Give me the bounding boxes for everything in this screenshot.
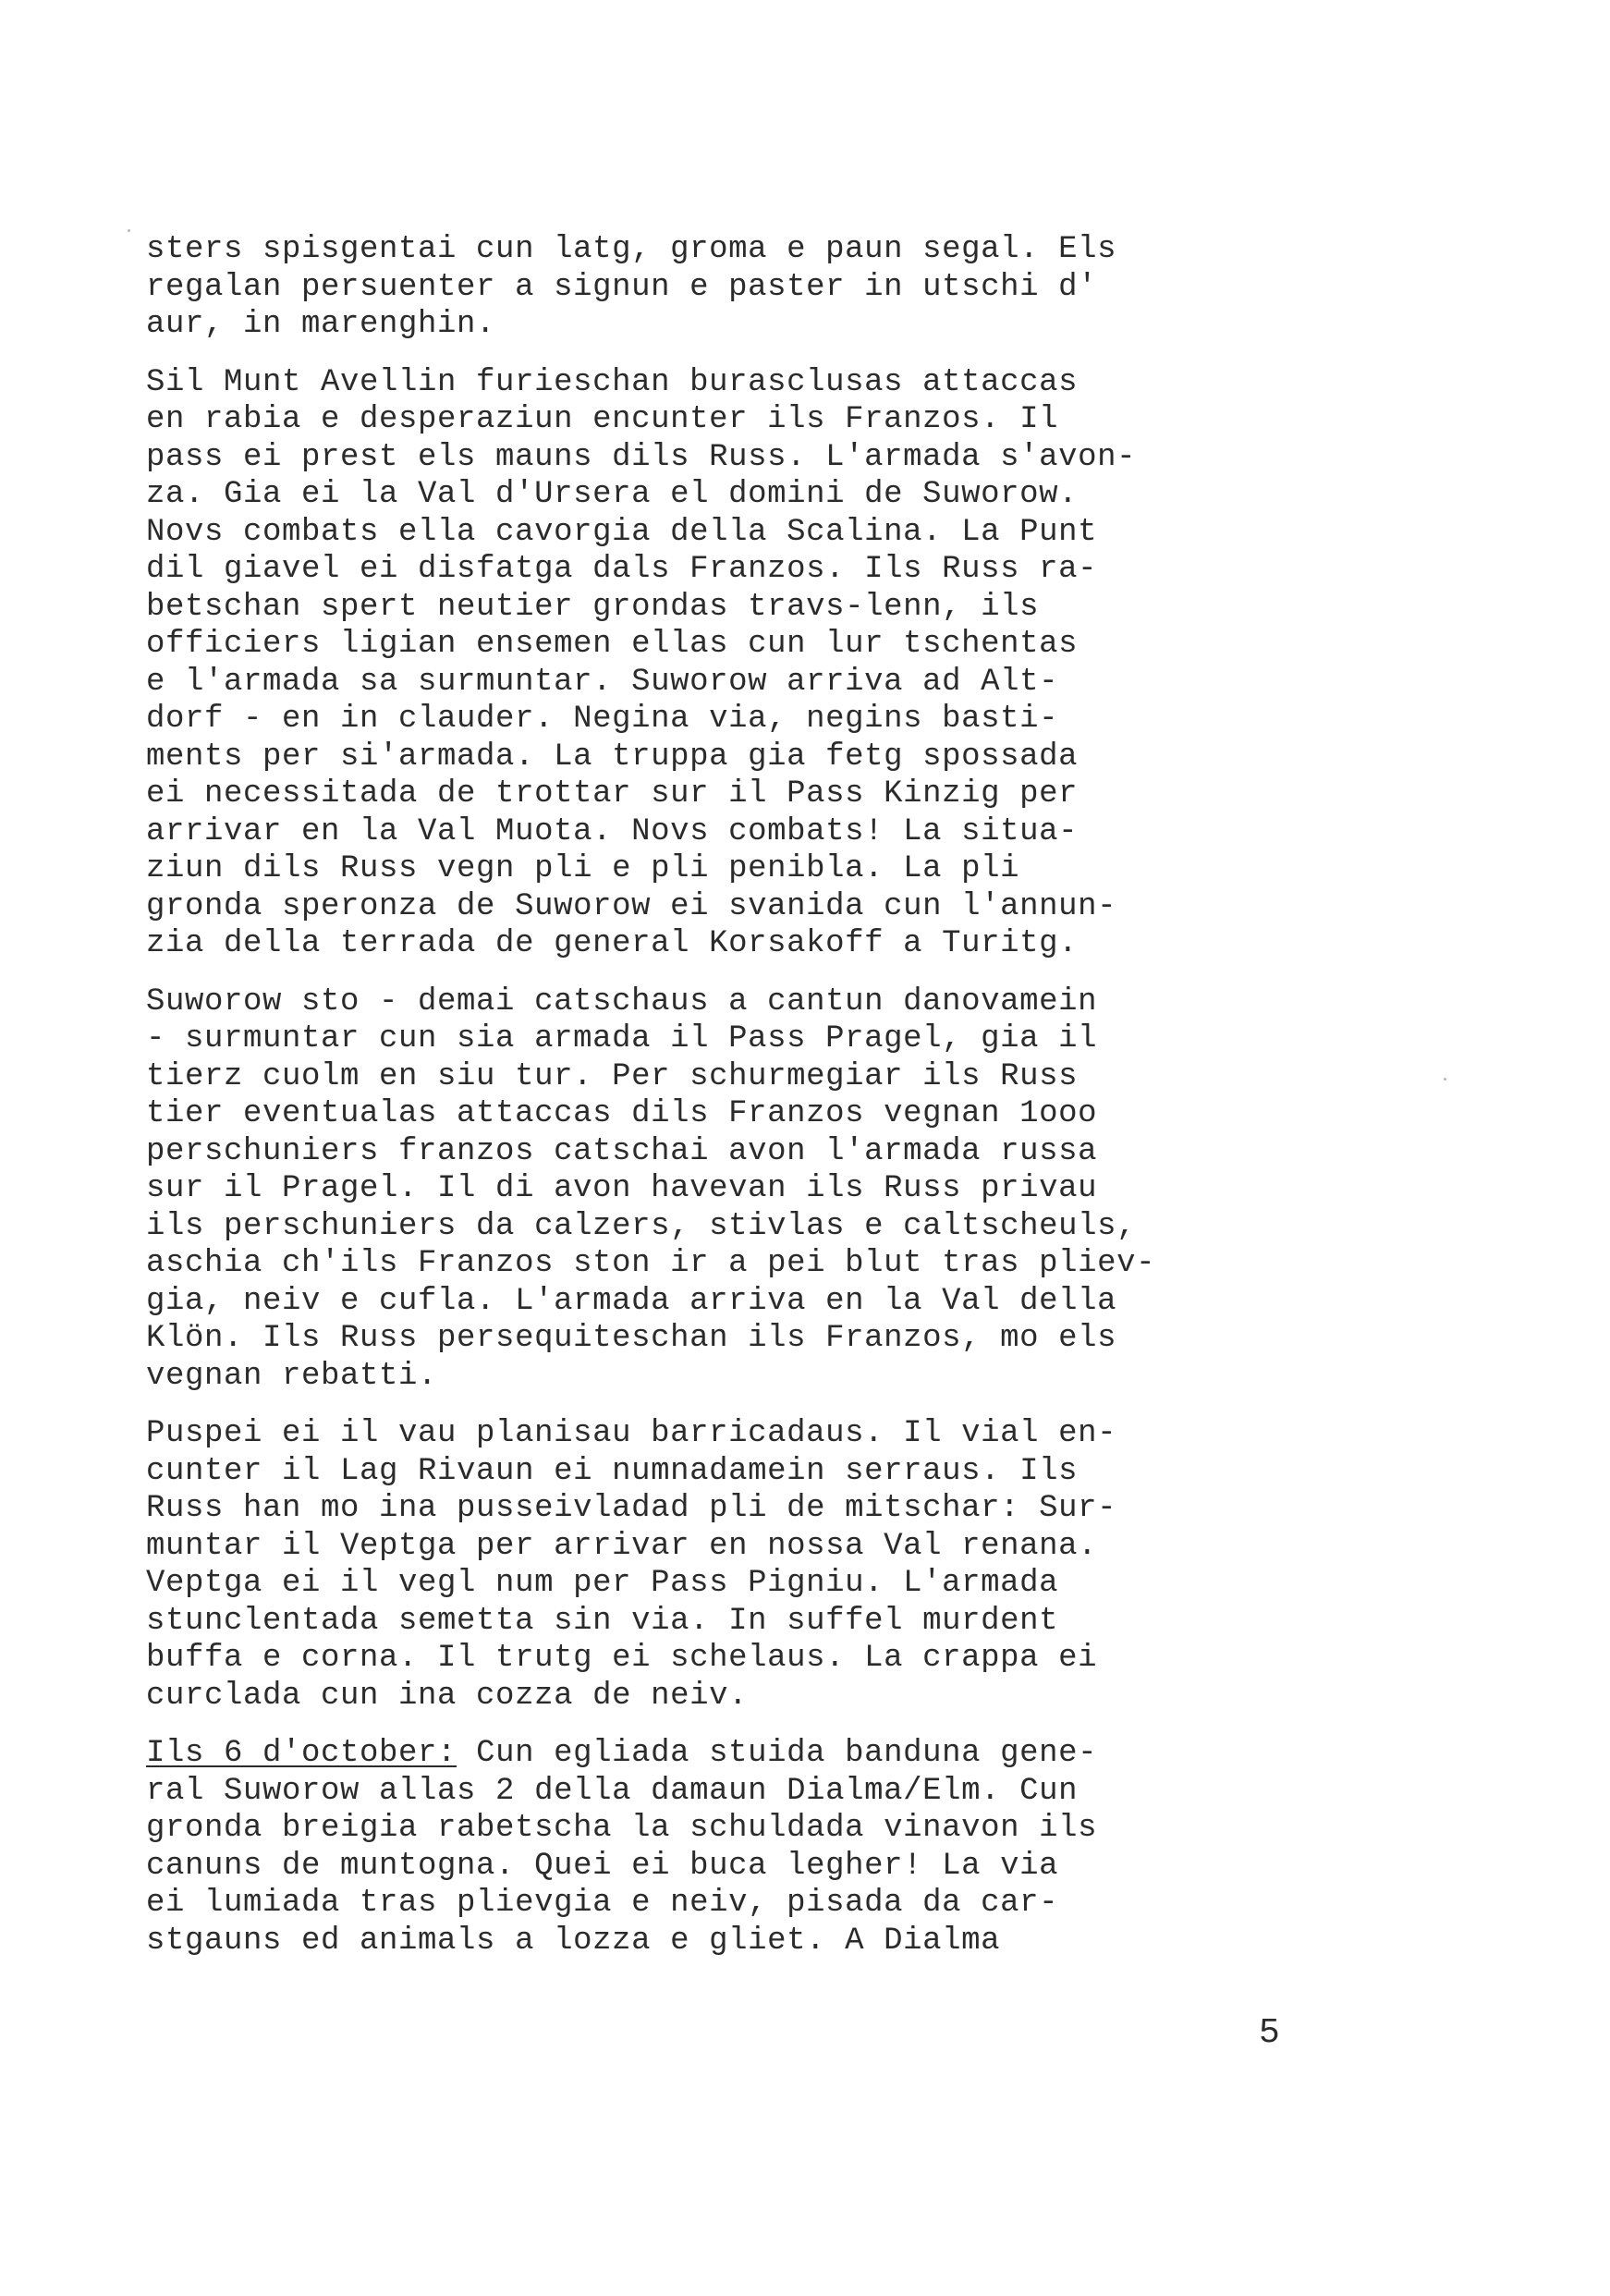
- text-line: Veptga ei il vegl num per Pass Pigniu. L'armada: [146, 1566, 1059, 1601]
- text-line: ziun dils Russ vegn pli e pli penibla. La pli: [146, 851, 1020, 886]
- text-line: gronda speronza de Suworow ei svanida cun l'annun-: [146, 888, 1117, 924]
- body-text: [146, 231, 1348, 1980]
- paragraph-1: [146, 231, 1348, 344]
- text-line: aur, in marenghin.: [146, 307, 496, 342]
- text-line: canuns de muntogna. Quei ei buca legher! La via: [146, 1848, 1059, 1884]
- text-line-first: [146, 1735, 1348, 1773]
- date-heading: Ils 6 d'october:: [146, 1736, 457, 1771]
- text-line: Klön. Ils Russ persequiteschan ils Franzos, mo els: [146, 1321, 1117, 1356]
- text-line: za. Gia ei la Val d'Ursera el domini de Suworow.: [146, 477, 1079, 512]
- paper-speck: [128, 229, 130, 232]
- text-line: aschia ch'ils Franzos ston ir a pei blut tras pliev-: [146, 1246, 1156, 1281]
- text-line: sters spisgentai cun latg, groma e paun segal. Els: [146, 232, 1117, 267]
- text-line: Sil Munt Avellin furieschan burasclusas attaccas: [146, 364, 1079, 400]
- text-line: Suworow sto - demai catschaus a cantun danovamein: [146, 983, 1098, 1020]
- text-line: zia della terrada de general Korsakoff a Turitg.: [146, 926, 1079, 961]
- text-line: - surmuntar cun sia armada il Pass Pragel, gia il: [146, 1021, 1098, 1056]
- text-line: sur il Pragel. Il di avon havevan ils Russ privau: [146, 1171, 1098, 1206]
- text-line: gronda breigia rabetscha la schuldada vinavon ils: [146, 1811, 1098, 1846]
- text-line: ei lumiada tras plievgia e neiv, pisada da car-: [146, 1886, 1059, 1921]
- text-line: dorf - en in clauder. Negina via, negins basti-: [146, 702, 1059, 737]
- paragraph-3: [146, 983, 1348, 1396]
- text-line: vegnan rebatti.: [146, 1358, 438, 1394]
- text-line: buffa e corna. Il trutg ei schelaus. La crappa ei: [146, 1641, 1098, 1676]
- text-line: officiers ligian ensemen ellas cun lur tschentas: [146, 627, 1079, 662]
- text-line: regalan persuenter a signun e paster in utschi d': [146, 269, 1098, 305]
- text-line: perschuniers franzos catschai avon l'armada russa: [146, 1133, 1098, 1169]
- page-number: 5: [1259, 2013, 1280, 2053]
- paragraph-4: [146, 1415, 1348, 1715]
- paper-speck: [1444, 1078, 1446, 1081]
- paragraph-5: [146, 1735, 1348, 1960]
- paragraph-2: [146, 364, 1348, 963]
- text-line: cunter il Lag Rivaun ei numnadamein serraus. Ils: [146, 1453, 1079, 1489]
- text-line: ments per si'armada. La truppa gia fetg spossada: [146, 739, 1079, 775]
- text-line: ral Suworow allas 2 della damaun Dialma/Elm. Cun: [146, 1773, 1079, 1809]
- text-line: e l'armada sa surmuntar. Suworow arriva ad Alt-: [146, 664, 1059, 700]
- text-line: stunclentada semetta sin via. In suffel murdent: [146, 1603, 1059, 1639]
- text-line: ils perschuniers da calzers, stivlas e caltscheuls,: [146, 1208, 1137, 1244]
- text-line: Russ han mo ina pusseivladad pli de mitschar: Sur-: [146, 1491, 1117, 1526]
- text-line: Novs combats ella cavorgia della Scalina. La Punt: [146, 514, 1098, 550]
- text-line: tierz cuolm en siu tur. Per schurmegiar ils Russ: [146, 1058, 1079, 1094]
- text-line: dil giavel ei disfatga dals Franzos. Ils Russ ra-: [146, 552, 1098, 587]
- text-line: en rabia e desperaziun encunter ils Franzos. Il: [146, 402, 1059, 437]
- text-line: pass ei prest els mauns dils Russ. L'armada s'avon-: [146, 439, 1137, 475]
- text-line: Puspei ei il vau planisau barricadaus. Il vial en-: [146, 1416, 1117, 1451]
- text-line: muntar il Veptga per arrivar en nossa Val renana.: [146, 1528, 1098, 1564]
- text-line: ei necessitada de trottar sur il Pass Kinzig per: [146, 776, 1079, 812]
- text-line-rest: Cun egliada stuida banduna gene-: [457, 1736, 1098, 1771]
- text-line: stgauns ed animals a lozza e gliet. A Dialma: [146, 1923, 1001, 1959]
- text-line: curclada cun ina cozza de neiv.: [146, 1678, 749, 1714]
- text-line: betschan spert neutier grondas travs-lenn, ils: [146, 589, 1040, 625]
- text-line: arrivar en la Val Muota. Novs combats! La situa-: [146, 813, 1079, 849]
- text-line: gia, neiv e cufla. L'armada arriva en la Val della: [146, 1283, 1117, 1319]
- text-line: tier eventualas attaccas dils Franzos vegnan 1ooo: [146, 1096, 1098, 1131]
